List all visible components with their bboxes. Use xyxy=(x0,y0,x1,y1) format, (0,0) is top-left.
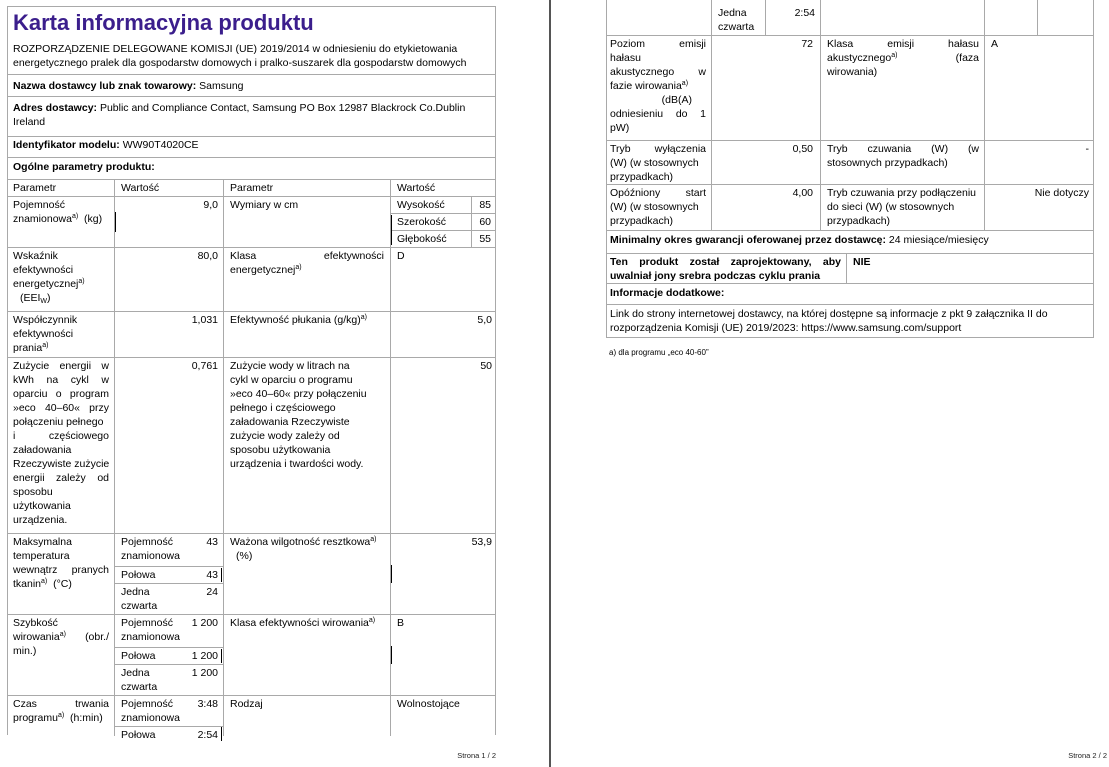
model-value: WW90T4020CE xyxy=(122,139,199,151)
moisture-label-1: Ważona wilgotność resztkowa$^{a)}$ xyxy=(230,536,377,548)
spin-quarter-label-1: Jedna xyxy=(121,667,150,679)
width-value: 60 xyxy=(479,216,491,228)
address-line-2: Ireland xyxy=(13,116,46,128)
general-params-heading: Ogólne parametry produktu: xyxy=(13,161,155,173)
networked-standby-label-2: do sieci (W) (w stosownych xyxy=(827,201,955,213)
max-temp-rated-label-2: znamionowa xyxy=(121,550,180,562)
duration-half-value: 2:54 xyxy=(197,729,218,741)
noise-class-label-2: akustycznego$^{a)}$ (faza xyxy=(827,52,979,64)
spin-speed-label-3: min.) xyxy=(13,645,37,657)
water-use-line-7: sposobu użytkowania xyxy=(230,444,331,456)
max-temp-quarter-label-2: czwarta xyxy=(121,600,158,612)
supplier-label: Nazwa dostawcy lub znak towarowy: xyxy=(13,80,197,92)
energy-class-label-2: energetycznej$^{a)}$ xyxy=(230,264,302,276)
energy-use-line-9: energii zależy od xyxy=(13,472,110,484)
page-title: Karta informacyjna produktu xyxy=(13,10,314,35)
noise-label-line-6: odniesieniu do 1 xyxy=(610,108,707,120)
wash-index-label-2: efektywności xyxy=(13,328,74,340)
water-use-value: 50 xyxy=(480,360,492,372)
energy-use-value: 0,761 xyxy=(191,360,218,372)
wash-index-label-1: Współczynnik xyxy=(13,314,78,326)
supplier-row xyxy=(13,79,244,93)
duration-rated-label-1: Pojemność xyxy=(121,698,173,710)
warranty-value: 24 miesiące/miesięcy xyxy=(888,234,989,246)
silver-value: NIE xyxy=(853,256,871,268)
link-text-line-1: Link do strony internetowej dostawcy, na której dostępne są informacje z pkt 9 załącznika II do xyxy=(610,308,1048,320)
water-use-line-3: »eco 40–60« przy połączeniu xyxy=(230,388,367,400)
wash-index-value: 1,031 xyxy=(191,314,218,326)
model-row xyxy=(13,138,199,152)
standby-label-1: Tryb czuwania (W) (w xyxy=(827,143,980,155)
energy-use-line-10: sposobu xyxy=(13,486,53,498)
energy-use-line-11: użytkowania xyxy=(13,500,71,512)
energy-use-line-3: oparciu o program xyxy=(13,388,109,400)
capacity-value: 9,0 xyxy=(203,199,218,211)
moisture-value: 53,9 xyxy=(471,536,492,548)
water-use-line-5: załadowania Rzeczywiste xyxy=(230,416,350,428)
delay-start-label-1: Opóźniony start xyxy=(610,187,706,199)
noise-label-line-7: pW) xyxy=(610,122,630,134)
address-line-1: Public and Compliance Contact, Samsung PO Box 12987 Blackrock Co.Dublin xyxy=(99,102,466,114)
eei-label-2: efektywności xyxy=(13,264,74,276)
depth-value: 55 xyxy=(479,233,491,245)
eei-label-1: Wskaźnik xyxy=(13,250,58,262)
water-use-line-4: pełnego i częściowego xyxy=(230,402,336,414)
energy-use-line-5: połączeniu pełnego xyxy=(13,416,104,428)
noise-value: 72 xyxy=(801,38,813,50)
moisture-label-2: (%) xyxy=(236,550,253,562)
duration-label-1: Czas trwania xyxy=(13,698,109,710)
regulation-line-2: energetycznego pralek dla gospodarstw domowych i pralko-suszarek dla gospodarstw domowych xyxy=(13,57,467,69)
link-text-line-2: rozporządzenia Komisji (UE) 2019/2023: https://www.samsung.com/support xyxy=(610,322,962,334)
dimensions-label: Wymiary w cm xyxy=(230,199,299,211)
silver-label-2: uwalniał jony srebra podczas cyklu prania xyxy=(610,270,821,282)
spin-rated-label-1: Pojemność xyxy=(121,617,173,629)
max-temp-quarter-value: 24 xyxy=(206,586,218,598)
header-param-1: Parametr xyxy=(13,182,57,194)
delay-start-label-3: przypadkach) xyxy=(610,215,674,227)
water-use-line-8: urządzenia i twardości wody. xyxy=(230,458,364,470)
energy-use-line-8: Rzeczywiste zużycie xyxy=(13,458,110,470)
off-mode-value: 0,50 xyxy=(792,143,813,155)
duration-half-label: Połowa xyxy=(121,729,156,741)
spin-speed-label-1: Szybkość xyxy=(13,617,58,629)
energy-use-line-6: i częściowego xyxy=(13,430,109,442)
noise-label-line-2: hałasu xyxy=(610,52,641,64)
rinse-effect-value: 5,0 xyxy=(477,314,492,326)
water-use-line-1: Zużycie wody w litrach na xyxy=(230,360,350,372)
max-temp-rated-label-1: Pojemność xyxy=(121,536,173,548)
noise-class-label-1: Klasa emisji hałasu xyxy=(827,38,979,50)
energy-use-line-4: »eco 40–60« przy xyxy=(13,402,110,414)
page-number-1: Strona 1 / 2 xyxy=(457,751,496,760)
energy-class-value: D xyxy=(397,250,405,262)
capacity-label-2: znamionowa$^{a)}$ (kg) xyxy=(13,213,103,225)
wash-index-label-3: prania$^{a)}$ xyxy=(13,342,49,354)
header-value-1: Wartość xyxy=(121,182,160,194)
off-mode-label-3: przypadkach) xyxy=(610,171,674,183)
noise-label-line-4: fazie wirowania$^{a)}$ xyxy=(610,80,689,92)
delay-start-value: 4,00 xyxy=(792,187,813,199)
height-label: Wysokość xyxy=(397,199,445,211)
capacity-label-1: Pojemność xyxy=(13,199,65,211)
max-temp-label-4: tkanin$^{a)}$ (°C) xyxy=(13,578,72,590)
warranty-row xyxy=(610,233,989,247)
water-use-line-2: cykl w oparciu o programu xyxy=(230,374,353,386)
depth-label: Głębokość xyxy=(397,233,447,245)
spin-class-value: B xyxy=(397,617,405,629)
max-temp-half-label: Połowa xyxy=(121,569,156,581)
max-temp-label-3: wewnątrz pranych xyxy=(13,564,109,576)
standby-value: - xyxy=(1085,143,1089,155)
type-value: Wolnostojące xyxy=(397,698,460,710)
networked-standby-label-3: przypadkach) xyxy=(827,215,891,227)
spin-quarter-label-2: czwarta xyxy=(121,681,158,693)
max-temp-quarter-label-1: Jedna xyxy=(121,586,150,598)
supplier-value: Samsung xyxy=(199,80,244,92)
page-2 xyxy=(551,0,1109,767)
max-temp-rated-value: 43 xyxy=(206,536,218,548)
model-label: Identyfikator modelu: xyxy=(13,139,120,151)
footnote: a) dla programu „eco 40-60” xyxy=(609,348,709,357)
eei-label-4: $(EEI_W)$ xyxy=(20,292,51,305)
datasheet-table-page-2 xyxy=(606,0,1094,338)
datasheet-table-page-1 xyxy=(7,6,496,741)
energy-use-line-2: kWh na cykl w xyxy=(13,374,110,386)
max-temp-label-2: temperatura xyxy=(13,550,70,562)
energy-use-line-7: załadowania xyxy=(13,444,72,456)
header-param-2: Parametr xyxy=(230,182,274,194)
spin-half-value: 1 200 xyxy=(191,650,218,662)
duration-rated-value: 3:48 xyxy=(197,698,218,710)
max-temp-half-value: 43 xyxy=(206,569,218,581)
address-row xyxy=(13,101,465,115)
header-value-2: Wartość xyxy=(397,182,436,194)
duration-label-2: programu$^{a)}$ (h:min) xyxy=(13,712,103,724)
page-number-2: Strona 2 / 2 xyxy=(1068,751,1107,760)
width-label: Szerokość xyxy=(397,216,447,228)
noise-class-value: A xyxy=(991,38,999,50)
networked-standby-value: Nie dotyczy xyxy=(1034,187,1089,199)
eei-value: 80,0 xyxy=(197,250,218,262)
spin-class-label: Klasa efektywności wirowania$^{a)}$ xyxy=(230,617,376,629)
duration-quarter-label-1: Jedna xyxy=(718,7,747,19)
type-label: Rodzaj xyxy=(230,698,263,710)
energy-use-line-12: urządzenia. xyxy=(13,514,68,526)
eei-label-3: energetycznej$^{a)}$ xyxy=(13,278,85,290)
duration-quarter-value: 2:54 xyxy=(794,7,815,19)
spin-rated-label-2: znamionowa xyxy=(121,631,180,643)
noise-label-line-1: Poziom emisji xyxy=(610,38,706,50)
noise-label-line-3: akustycznego w xyxy=(610,66,706,78)
additional-info-heading: Informacje dodatkowe: xyxy=(610,287,725,299)
spin-half-label: Połowa xyxy=(121,650,156,662)
energy-class-label-1: Klasa efektywności xyxy=(230,250,384,262)
rinse-effect-label: Efektywność płukania $(g/kg)^{a)}$ xyxy=(230,314,367,326)
water-use-line-6: zużycie wody zależy od xyxy=(230,430,340,442)
height-value: 85 xyxy=(479,199,491,211)
standby-label-2: stosownych przypadkach) xyxy=(827,157,948,169)
duration-rated-label-2: znamionowa xyxy=(121,712,180,724)
address-label: Adres dostawcy: xyxy=(13,102,98,114)
spin-speed-label-2: wirowania$^{a)}$ (obr./ xyxy=(13,631,109,643)
warranty-label: Minimalny okres gwarancji oferowanej przez dostawcę: xyxy=(610,234,886,246)
spin-rated-value: 1 200 xyxy=(191,617,218,629)
off-mode-label-2: (W) (w stosownych xyxy=(610,157,699,169)
max-temp-label-1: Maksymalna xyxy=(13,536,72,548)
silver-label-1: Ten produkt został zaprojektowany, aby xyxy=(610,256,841,268)
off-mode-label-1: Tryb wyłączenia xyxy=(610,143,706,155)
noise-class-label-3: wirowania) xyxy=(827,66,878,78)
page-1 xyxy=(0,0,548,767)
networked-standby-label-1: Tryb czuwania przy podłączeniu xyxy=(827,187,977,199)
noise-label-line-5: (dB(A) xyxy=(661,94,692,106)
spin-quarter-value: 1 200 xyxy=(191,667,218,679)
duration-quarter-label-2: czwarta xyxy=(718,21,755,33)
delay-start-label-2: (W) (w stosownych xyxy=(610,201,699,213)
regulation-line-1: ROZPORZĄDZENIE DELEGOWANE KOMISJI (UE) 2019/2014 w odniesieniu do etykietowania xyxy=(13,43,458,55)
energy-use-line-1: Zużycie energii w xyxy=(13,360,109,372)
